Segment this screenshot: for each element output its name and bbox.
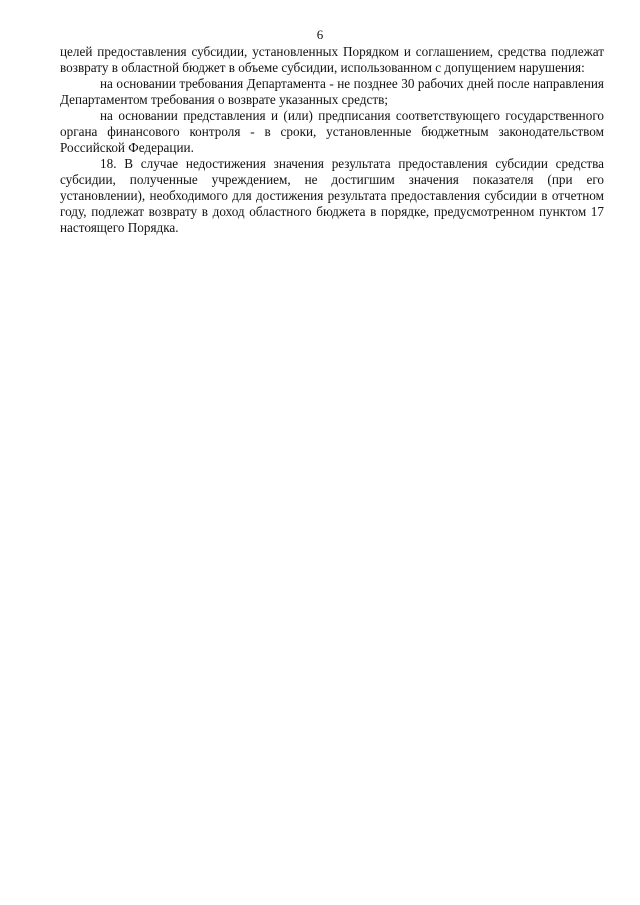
paragraph-financial-control: на основании представления и (или) предписания соответствующего государственного органа финансового контроля - в сроки, установленные бюджетным законодательством Российской Федерации. (60, 108, 604, 155)
paragraph-department-requirement: на основании требования Департамента - не позднее 30 рабочих дней после направления Департаментом требования о возврате указанных средств; (60, 76, 604, 107)
paragraph-continuation: целей предоставления субсидии, установленных Порядком и соглашением, средства подлежат возврату в областной бюджет в объеме субсидии, использованном с допущением нарушения: (60, 44, 604, 75)
document-body (60, 44, 604, 236)
page-number: 6 (316, 27, 324, 42)
paragraph-item-18: 18. В случае недостижения значения результата предоставления субсидии средства субсидии, полученные учреждением, не достигшим значения показателя (при его установлении), необходимого для достижения результата предоставления субсидии в отчетном году, подлежат возврату в доход областного бюджета в порядке, предусмотренном пунктом 17 настоящего Порядка. (60, 156, 604, 235)
